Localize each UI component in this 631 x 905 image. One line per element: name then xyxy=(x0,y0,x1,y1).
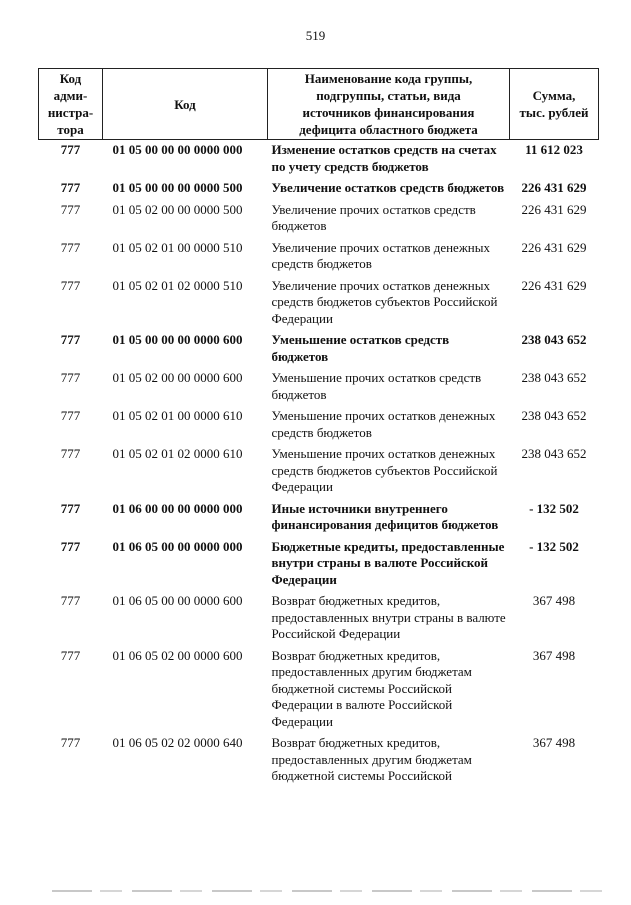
table-row xyxy=(39,591,599,646)
header-sum-line: Сумма, xyxy=(532,88,576,103)
budget-code-cell: 01 05 00 00 00 0000 000 xyxy=(112,142,243,157)
name-cell: Изменение остатков средств на счетах по учету средств бюджетов xyxy=(271,142,497,174)
scan-artifact-line xyxy=(52,890,612,892)
admin-code-cell: 777 xyxy=(60,446,81,461)
name-cell: Уменьшение остатков средств бюджетов xyxy=(271,332,450,364)
table-row xyxy=(39,406,599,444)
admin-code-cell: 777 xyxy=(60,408,81,423)
header-name-line: Наименование кода группы, xyxy=(304,71,473,86)
admin-code-cell: 777 xyxy=(60,647,81,663)
table-row xyxy=(39,646,599,734)
table-row xyxy=(39,368,599,406)
name-cell: Возврат бюджетных кредитов, предоставленных другим бюджетам бюджетной системы Российской Федерации в валюте Российской Федерации xyxy=(271,647,472,729)
header-sum-line: тыс. рублей xyxy=(519,105,589,120)
budget-code-cell: 01 06 05 00 00 0000 600 xyxy=(112,593,243,608)
table-row xyxy=(39,330,599,368)
header-admin-line: Код xyxy=(59,71,82,86)
admin-code-cell: 777 xyxy=(60,500,81,516)
admin-code-cell: 777 xyxy=(60,332,81,347)
sum-cell: 238 043 652 xyxy=(521,408,587,423)
name-cell: Увеличение прочих остатков средств бюджетов xyxy=(271,201,476,233)
table-row xyxy=(39,499,599,537)
budget-code-cell: 01 05 00 00 00 0000 500 xyxy=(112,180,243,195)
sum-cell: 238 043 652 xyxy=(521,332,587,347)
table-row xyxy=(39,537,599,592)
budget-code-cell: 01 06 05 00 00 0000 000 xyxy=(112,538,243,554)
name-cell: Увеличение прочих остатков денежных средств бюджетов xyxy=(271,239,490,271)
sum-cell: - 132 502 xyxy=(529,538,579,554)
name-cell: Иные источники внутреннего финансирования дефицитов бюджетов xyxy=(271,500,499,532)
table-body xyxy=(39,140,599,788)
admin-code-cell: 777 xyxy=(60,239,81,255)
admin-code-cell: 777 xyxy=(60,370,81,385)
table-row xyxy=(39,200,599,238)
name-cell: Уменьшение прочих остатков средств бюджетов xyxy=(271,370,482,402)
sources-financing-table xyxy=(38,68,599,788)
admin-code-cell: 777 xyxy=(60,538,81,554)
sum-cell: - 132 502 xyxy=(529,500,579,516)
budget-code-cell: 01 06 05 02 00 0000 600 xyxy=(112,647,243,663)
budget-code-cell: 01 05 02 01 00 0000 510 xyxy=(112,239,243,255)
name-cell: Возврат бюджетных кредитов, предоставленных внутри страны в валюте Российской Федерации xyxy=(271,593,506,641)
name-cell: Увеличение остатков средств бюджетов xyxy=(271,180,505,195)
header-code: Код xyxy=(103,69,268,140)
table-row xyxy=(39,276,599,331)
sum-cell: 238 043 652 xyxy=(521,370,587,385)
sum-cell: 367 498 xyxy=(532,593,576,608)
admin-code-cell: 777 xyxy=(60,735,81,750)
table-row xyxy=(39,178,599,200)
sum-cell: 226 431 629 xyxy=(521,277,587,293)
table-row xyxy=(39,444,599,499)
budget-code-cell: 01 05 02 01 02 0000 610 xyxy=(112,446,243,461)
name-cell: Увеличение прочих остатков денежных средств бюджетов субъектов Российской Федерации xyxy=(271,277,498,326)
header-admin-line: тора xyxy=(57,122,84,137)
name-cell: Бюджетные кредиты, предоставленные внутри страны в валюте Российской Федерации xyxy=(271,538,505,587)
budget-code-cell: 01 06 00 00 00 0000 000 xyxy=(112,500,243,516)
sum-cell: 238 043 652 xyxy=(521,446,587,461)
admin-code-cell: 777 xyxy=(60,180,81,195)
sum-cell: 11 612 023 xyxy=(525,142,583,157)
admin-code-cell: 777 xyxy=(60,277,81,293)
budget-code-cell: 01 05 02 00 00 0000 500 xyxy=(112,201,243,217)
budget-code-cell: 01 05 02 01 02 0000 510 xyxy=(112,277,243,293)
sum-cell: 226 431 629 xyxy=(521,201,587,217)
header-name xyxy=(268,69,510,140)
admin-code-cell: 777 xyxy=(60,593,81,608)
header-sum xyxy=(510,69,599,140)
name-cell: Уменьшение прочих остатков денежных средств бюджетов субъектов Российской Федерации xyxy=(271,446,498,494)
name-cell: Возврат бюджетных кредитов, предоставленных другим бюджетам бюджетной системы Российской xyxy=(271,735,472,783)
sum-cell: 226 431 629 xyxy=(521,180,587,195)
header-name-line: источников финансирования xyxy=(302,105,475,120)
sum-cell: 367 498 xyxy=(532,735,576,750)
table-row xyxy=(39,140,599,179)
header-admin-code xyxy=(39,69,103,140)
budget-code-cell: 01 05 00 00 00 0000 600 xyxy=(112,332,243,347)
table-header xyxy=(39,69,599,140)
budget-code-cell: 01 05 02 00 00 0000 600 xyxy=(112,370,243,385)
header-admin-line: адми- xyxy=(53,88,88,103)
sum-cell: 226 431 629 xyxy=(521,239,587,255)
budget-code-cell: 01 06 05 02 02 0000 640 xyxy=(112,735,243,750)
table-row xyxy=(39,238,599,276)
header-admin-line: нистра- xyxy=(47,105,94,120)
name-cell: Уменьшение прочих остатков денежных средств бюджетов xyxy=(271,408,496,440)
page-number: 519 xyxy=(305,28,326,43)
header-name-line: дефицита областного бюджета xyxy=(299,122,478,137)
admin-code-cell: 777 xyxy=(60,142,81,157)
header-name-line: подгруппы, статьи, вида xyxy=(316,88,461,103)
budget-code-cell: 01 05 02 01 00 0000 610 xyxy=(112,408,243,423)
sum-cell: 367 498 xyxy=(532,647,576,663)
table-row xyxy=(39,733,599,788)
admin-code-cell: 777 xyxy=(60,201,81,217)
